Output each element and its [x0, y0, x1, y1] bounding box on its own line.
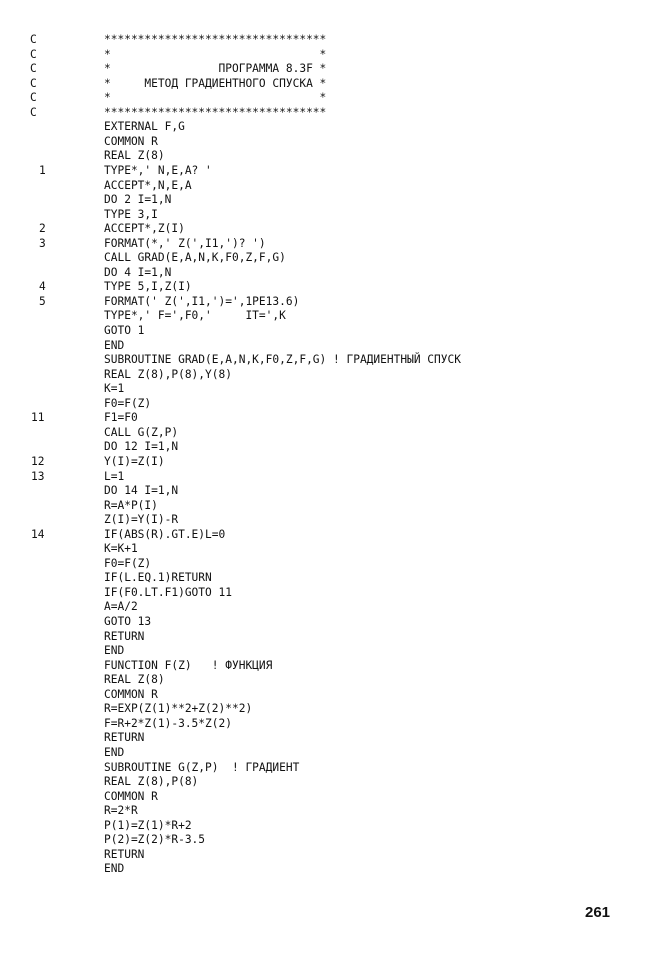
- code-text: EXTERNAL F,G: [104, 120, 185, 134]
- statement-label: 1: [39, 163, 46, 177]
- code-text: REAL Z(8),P(8): [104, 775, 199, 789]
- code-text: RETURN: [104, 629, 145, 643]
- code-text: Y(I)=Z(I): [104, 454, 165, 468]
- code-text: REAL Z(8),P(8),Y(8): [104, 367, 232, 381]
- comment-marker: C: [30, 105, 37, 119]
- code-text: COMMON R: [104, 789, 158, 803]
- code-text: END: [104, 745, 125, 759]
- code-text: COMMON R: [104, 687, 158, 701]
- code-text: * *: [104, 91, 327, 105]
- code-text: GOTO 13: [104, 615, 152, 628]
- code-text: IF(L.EQ.1)RETURN: [104, 571, 212, 585]
- code-text: REAL Z(8): [104, 149, 165, 163]
- code-text: DO 14 I=1,N: [104, 484, 179, 498]
- code-text: END: [104, 644, 125, 658]
- code-text: A=A/2: [104, 600, 138, 614]
- code-text: * ПРОГРАММА 8.3F *: [104, 62, 327, 76]
- code-text: P(1)=Z(1)*R+2: [104, 818, 192, 832]
- code-text: IF(ABS(R).GT.E)L=0: [104, 527, 226, 541]
- code-text: ACCEPT*,N,E,A: [104, 178, 192, 192]
- comment-marker: C: [30, 47, 37, 61]
- code-text: F0=F(Z): [104, 396, 152, 410]
- statement-label: 2: [39, 222, 46, 236]
- code-text: * МЕТОД ГРАДИЕНТНОГО СПУСКА *: [104, 76, 327, 90]
- code-text: COMMON R: [104, 134, 158, 148]
- code-text: L=1: [104, 469, 125, 483]
- code-text: END: [104, 862, 125, 876]
- code-text: CALL G(Z,P): [104, 425, 179, 439]
- code-text: TYPE*,' N,E,A? ': [104, 163, 212, 177]
- code-text: F0=F(Z): [104, 556, 152, 570]
- code-text: TYPE 3,I: [104, 207, 158, 221]
- statement-label: 5: [39, 294, 46, 308]
- statement-label: 4: [39, 280, 46, 294]
- code-text: R=2*R: [104, 804, 138, 818]
- code-text: P(2)=Z(2)*R-3.5: [104, 833, 206, 847]
- code-text: SUBROUTINE G(Z,P) ! ГРАДИЕНТ: [104, 760, 300, 774]
- code-text: RETURN: [104, 847, 145, 861]
- code-text: TYPE 5,I,Z(I): [104, 280, 192, 294]
- code-text: DO 12 I=1,N: [104, 440, 179, 454]
- code-text: TYPE*,' F=',F0,' IT=',K: [104, 309, 286, 323]
- code-text: K=K+1: [104, 542, 138, 556]
- code-text: RETURN: [104, 731, 145, 745]
- comment-marker: C: [30, 91, 37, 105]
- code-text: GOTO 1: [104, 324, 145, 337]
- statement-label: 3: [39, 236, 46, 250]
- comment-marker: C: [30, 76, 37, 90]
- code-text: SUBROUTINE GRAD(E,A,N,K,F0,Z,F,G) ! ГРАДИЕНТНЫЙ СПУСК: [104, 353, 461, 367]
- statement-label: 13: [31, 469, 45, 483]
- code-text: IF(F0.LT.F1)GOTO 11: [104, 585, 232, 599]
- code-text: DO 2 I=1,N: [104, 193, 172, 207]
- code-text: REAL Z(8): [104, 673, 165, 687]
- code-text: END: [104, 338, 125, 352]
- code-text: F1=F0: [104, 411, 138, 425]
- code-text: DO 4 I=1,N: [104, 265, 172, 279]
- statement-label: 12: [31, 454, 45, 468]
- statement-label: 14: [31, 527, 45, 541]
- code-text: *********************************: [104, 105, 327, 119]
- code-text: R=A*P(I): [104, 498, 158, 512]
- code-text: FORMAT(' Z(',I1,')=',1PE13.6): [104, 294, 300, 308]
- code-text: F=R+2*Z(1)-3.5*Z(2): [104, 716, 232, 730]
- code-text: *********************************: [104, 33, 327, 46]
- code-text: R=EXP(Z(1)**2+Z(2)**2): [104, 702, 253, 716]
- code-text: FORMAT(*,' Z(',I1,')? '): [104, 236, 266, 250]
- code-text: FUNCTION F(Z) ! ФУНКЦИЯ: [104, 658, 273, 672]
- comment-marker: C: [30, 33, 37, 46]
- page-number: 261: [585, 904, 611, 921]
- code-text: ACCEPT*,Z(I): [104, 222, 185, 236]
- comment-marker: C: [30, 62, 37, 76]
- code-text: K=1: [104, 382, 125, 396]
- code-text: CALL GRAD(E,A,N,K,F0,Z,F,G): [104, 251, 286, 265]
- code-text: * *: [104, 47, 327, 61]
- code-text: Z(I)=Y(I)-R: [104, 513, 179, 527]
- statement-label: 11: [31, 411, 45, 425]
